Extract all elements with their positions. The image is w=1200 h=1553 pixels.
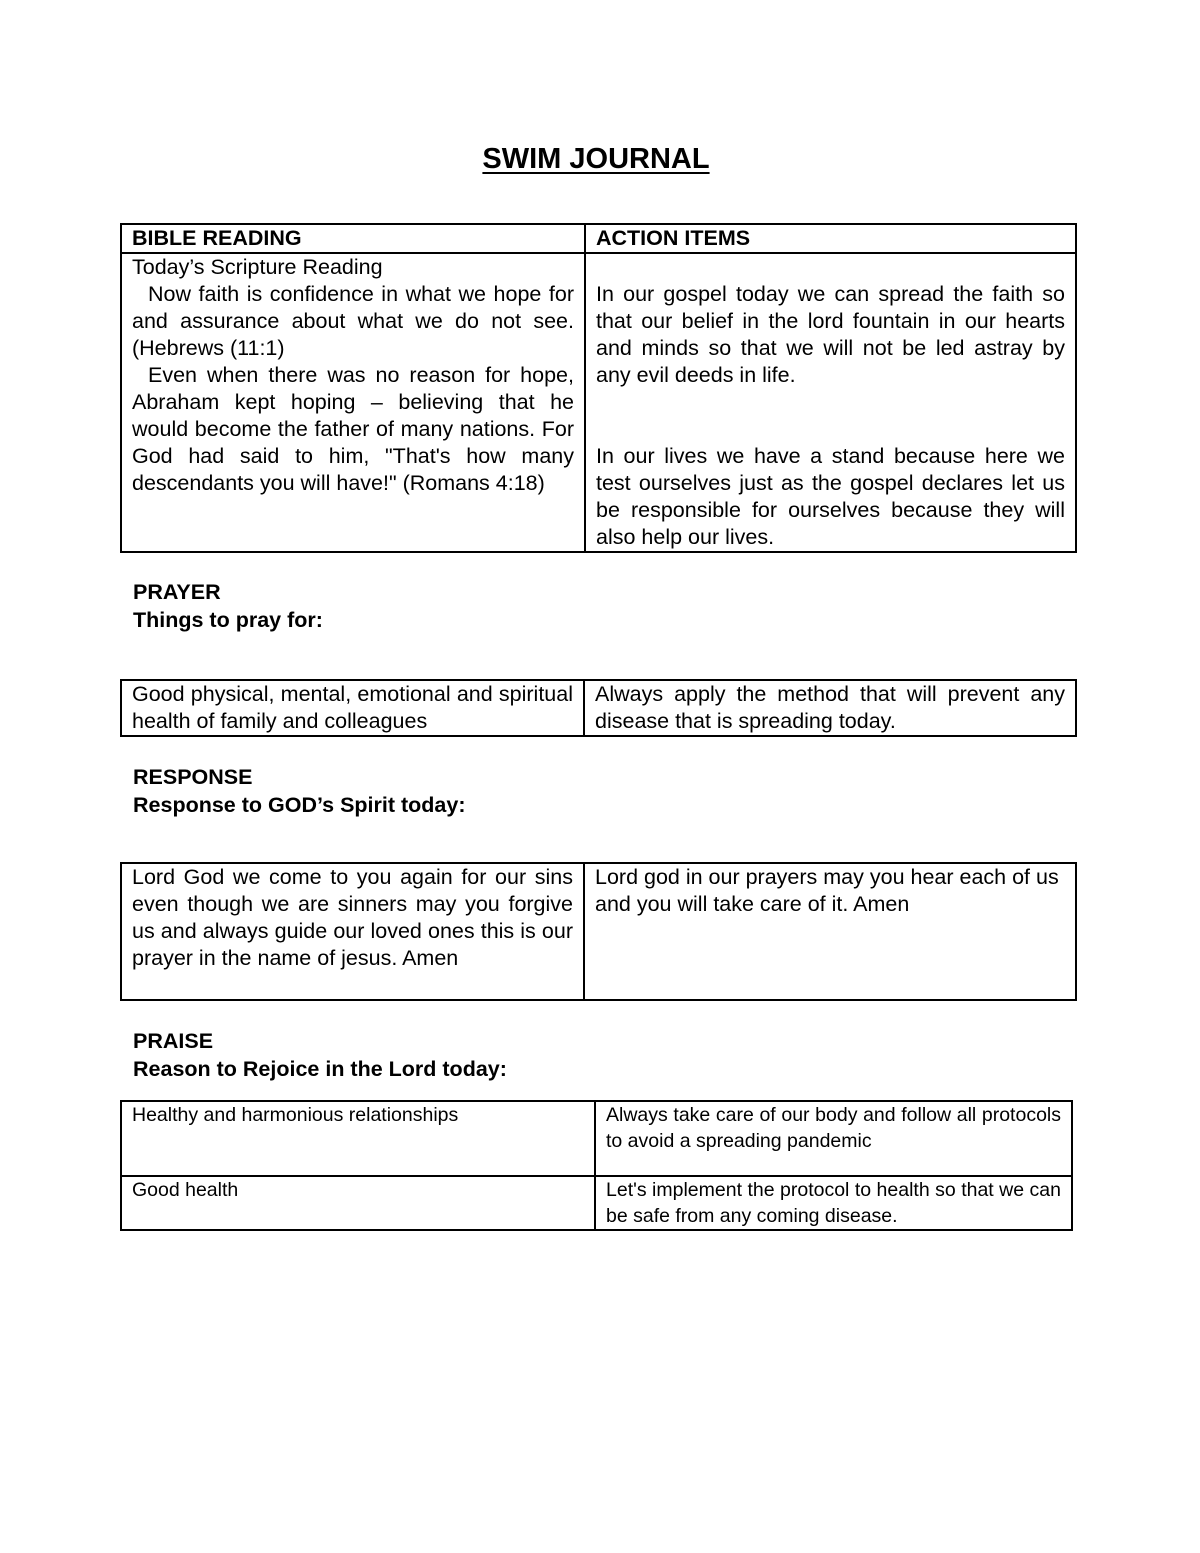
table-row — [121, 1176, 1072, 1230]
response-table — [120, 862, 1077, 1001]
table-row — [121, 1101, 1072, 1176]
prayer-section-heading — [133, 578, 323, 634]
action-items-header: ACTION ITEMS — [585, 224, 1076, 253]
bible-reading-cell — [121, 253, 585, 552]
praise-right-cell: Always take care of our body and follow all protocols to avoid a spreading pandemic — [595, 1101, 1072, 1176]
response-right-cell: Lord god in our prayers may you hear each of us and you will take care of it. Amen — [584, 863, 1076, 1000]
bible-reading-header: BIBLE READING — [121, 224, 585, 253]
action-item-text: In our lives we have a stand because here we test ourselves just as the gospel declares let us be responsible for ourselves because they will also help our lives. — [596, 444, 1065, 549]
praise-heading: PRAISE — [133, 1029, 214, 1053]
table-row — [121, 680, 1076, 736]
table-row — [121, 253, 1076, 552]
response-heading: RESPONSE — [133, 765, 253, 789]
scripture-verse-romans: Even when there was no reason for hope, Abraham kept hoping – believing that he would become the father of many nations. For God had said to him, "That's how many descendants you will have!" (Romans 4:18) — [132, 363, 574, 495]
prayer-left-cell: Good physical, mental, emotional and spiritual health of family and colleagues — [121, 680, 584, 736]
scripture-reading-heading: Today’s Scripture Reading — [132, 255, 383, 279]
prayer-subheading: Things to pray for: — [133, 608, 323, 632]
prayer-heading: PRAYER — [133, 580, 221, 604]
table-header-row — [121, 224, 1076, 253]
response-subheading: Response to GOD’s Spirit today: — [133, 793, 466, 817]
action-item-text: In our gospel today we can spread the faith so that our belief in the lord fountain in our hearts and minds so that we will not be led astray by any evil deeds in life. — [596, 282, 1065, 387]
praise-right-cell: Let's implement the protocol to health so that we can be safe from any coming disease. — [595, 1176, 1072, 1230]
response-left-cell: Lord God we come to you again for our sins even though we are sinners may you forgive us and always guide our loved ones this is our prayer in the name of jesus. Amen — [121, 863, 584, 1000]
prayer-table — [120, 679, 1077, 737]
praise-left-cell: Healthy and harmonious relationships — [121, 1101, 595, 1176]
action-items-cell — [585, 253, 1076, 552]
prayer-right-cell: Always apply the method that will prevent any disease that is spreading today. — [584, 680, 1076, 736]
page-title: SWIM JOURNAL — [482, 143, 710, 175]
response-section-heading — [133, 763, 466, 819]
bible-reading-table — [120, 223, 1077, 553]
praise-left-cell: Good health — [121, 1176, 595, 1230]
praise-table — [120, 1100, 1073, 1231]
praise-section-heading — [133, 1027, 507, 1083]
scripture-verse-hebrews: Now faith is confidence in what we hope for and assurance about what we do not see. (Hebrews (11:1) — [132, 282, 574, 360]
table-row — [121, 863, 1076, 1000]
praise-subheading: Reason to Rejoice in the Lord today: — [133, 1057, 507, 1081]
